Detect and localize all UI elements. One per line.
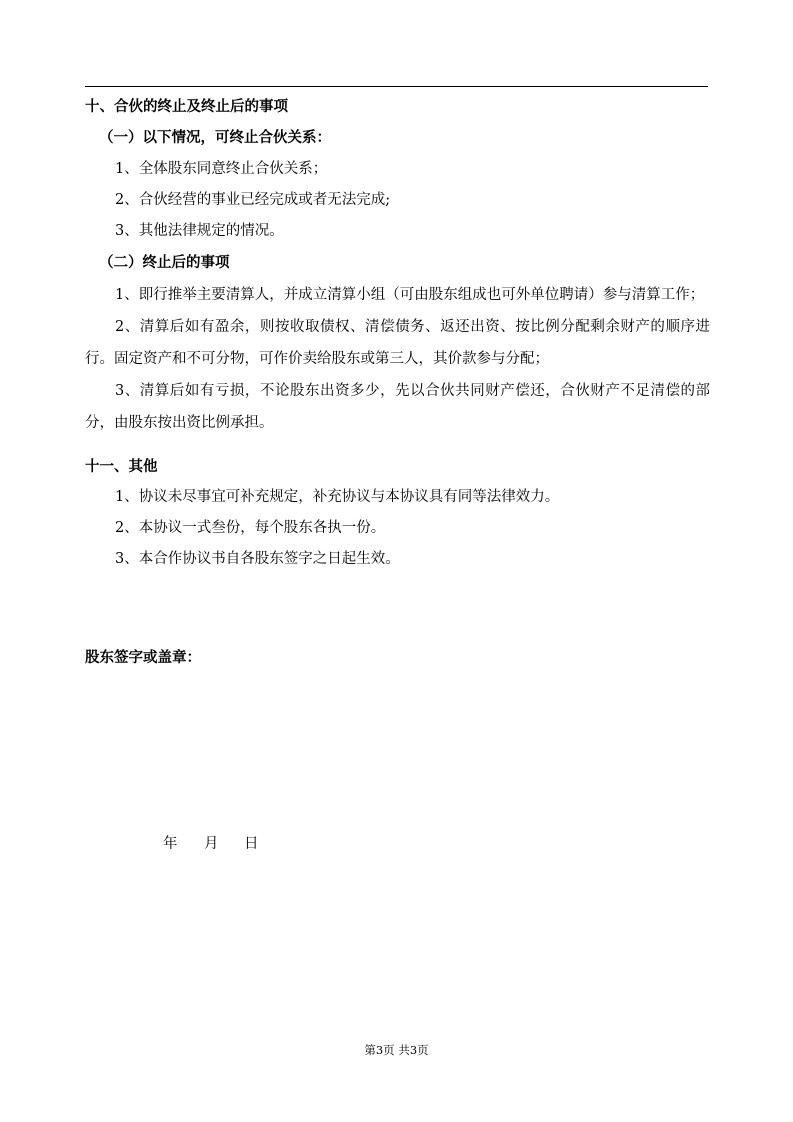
- list-item: 3、本合作协议书自各股东签字之日起生效。: [115, 551, 400, 567]
- section-10-sub2-title: （二）终止后的事项: [99, 254, 230, 271]
- page-number: 第3页 共3页: [364, 1043, 429, 1057]
- section-10-sub1-title: （一）以下情况，可终止合伙关系：: [99, 129, 331, 146]
- date-year: 年: [163, 836, 178, 852]
- section-10-sub2-heading: [85, 247, 710, 279]
- list-item: 2、清算后如有盈余，则按收取债权、清偿债务、返还出资、按比例分配剩余财产的顺序进行。固定资产和不可分物，可作价卖给股东或第三人，其价款参与分配；: [85, 319, 710, 367]
- signature-label: 股东签字或盖章：: [85, 649, 201, 666]
- section-10-title: 十、合伙的终止及终止后的事项: [85, 97, 288, 115]
- list-item: 2、合伙经营的事业已经完成或者无法完成;: [115, 192, 391, 208]
- section-spacer: [85, 439, 710, 451]
- section-11-title: 十一、其他: [85, 457, 158, 475]
- list-item: 3、其他法律规定的情况。: [115, 223, 284, 239]
- list-item: 1、全体股东同意终止合伙关系；: [115, 161, 328, 177]
- document-body: [85, 91, 710, 575]
- list-item: 1、即行推举主要清算人，并成立清算小组（可由股东组成也可外单位聘请）参与清算工作；: [115, 287, 705, 303]
- date-month: 月: [204, 836, 219, 852]
- section-11-heading: [85, 451, 710, 482]
- list-item: 1、协议未尽事宜可补充规定，补充协议与本协议具有同等法律效力。: [115, 489, 560, 505]
- list-item: 3、清算后如有亏损，不论股东出资多少，先以合伙共同财产偿还，合伙财产不足清偿的部分，由股东按出资比例承担。: [85, 383, 710, 431]
- section-10-heading: [85, 91, 710, 122]
- section-10-sub1-heading: [85, 122, 710, 154]
- date-day: 日: [244, 836, 259, 852]
- list-item: 2、本协议一式叁份，每个股东各执一份。: [115, 520, 386, 536]
- header-rule: [85, 86, 708, 87]
